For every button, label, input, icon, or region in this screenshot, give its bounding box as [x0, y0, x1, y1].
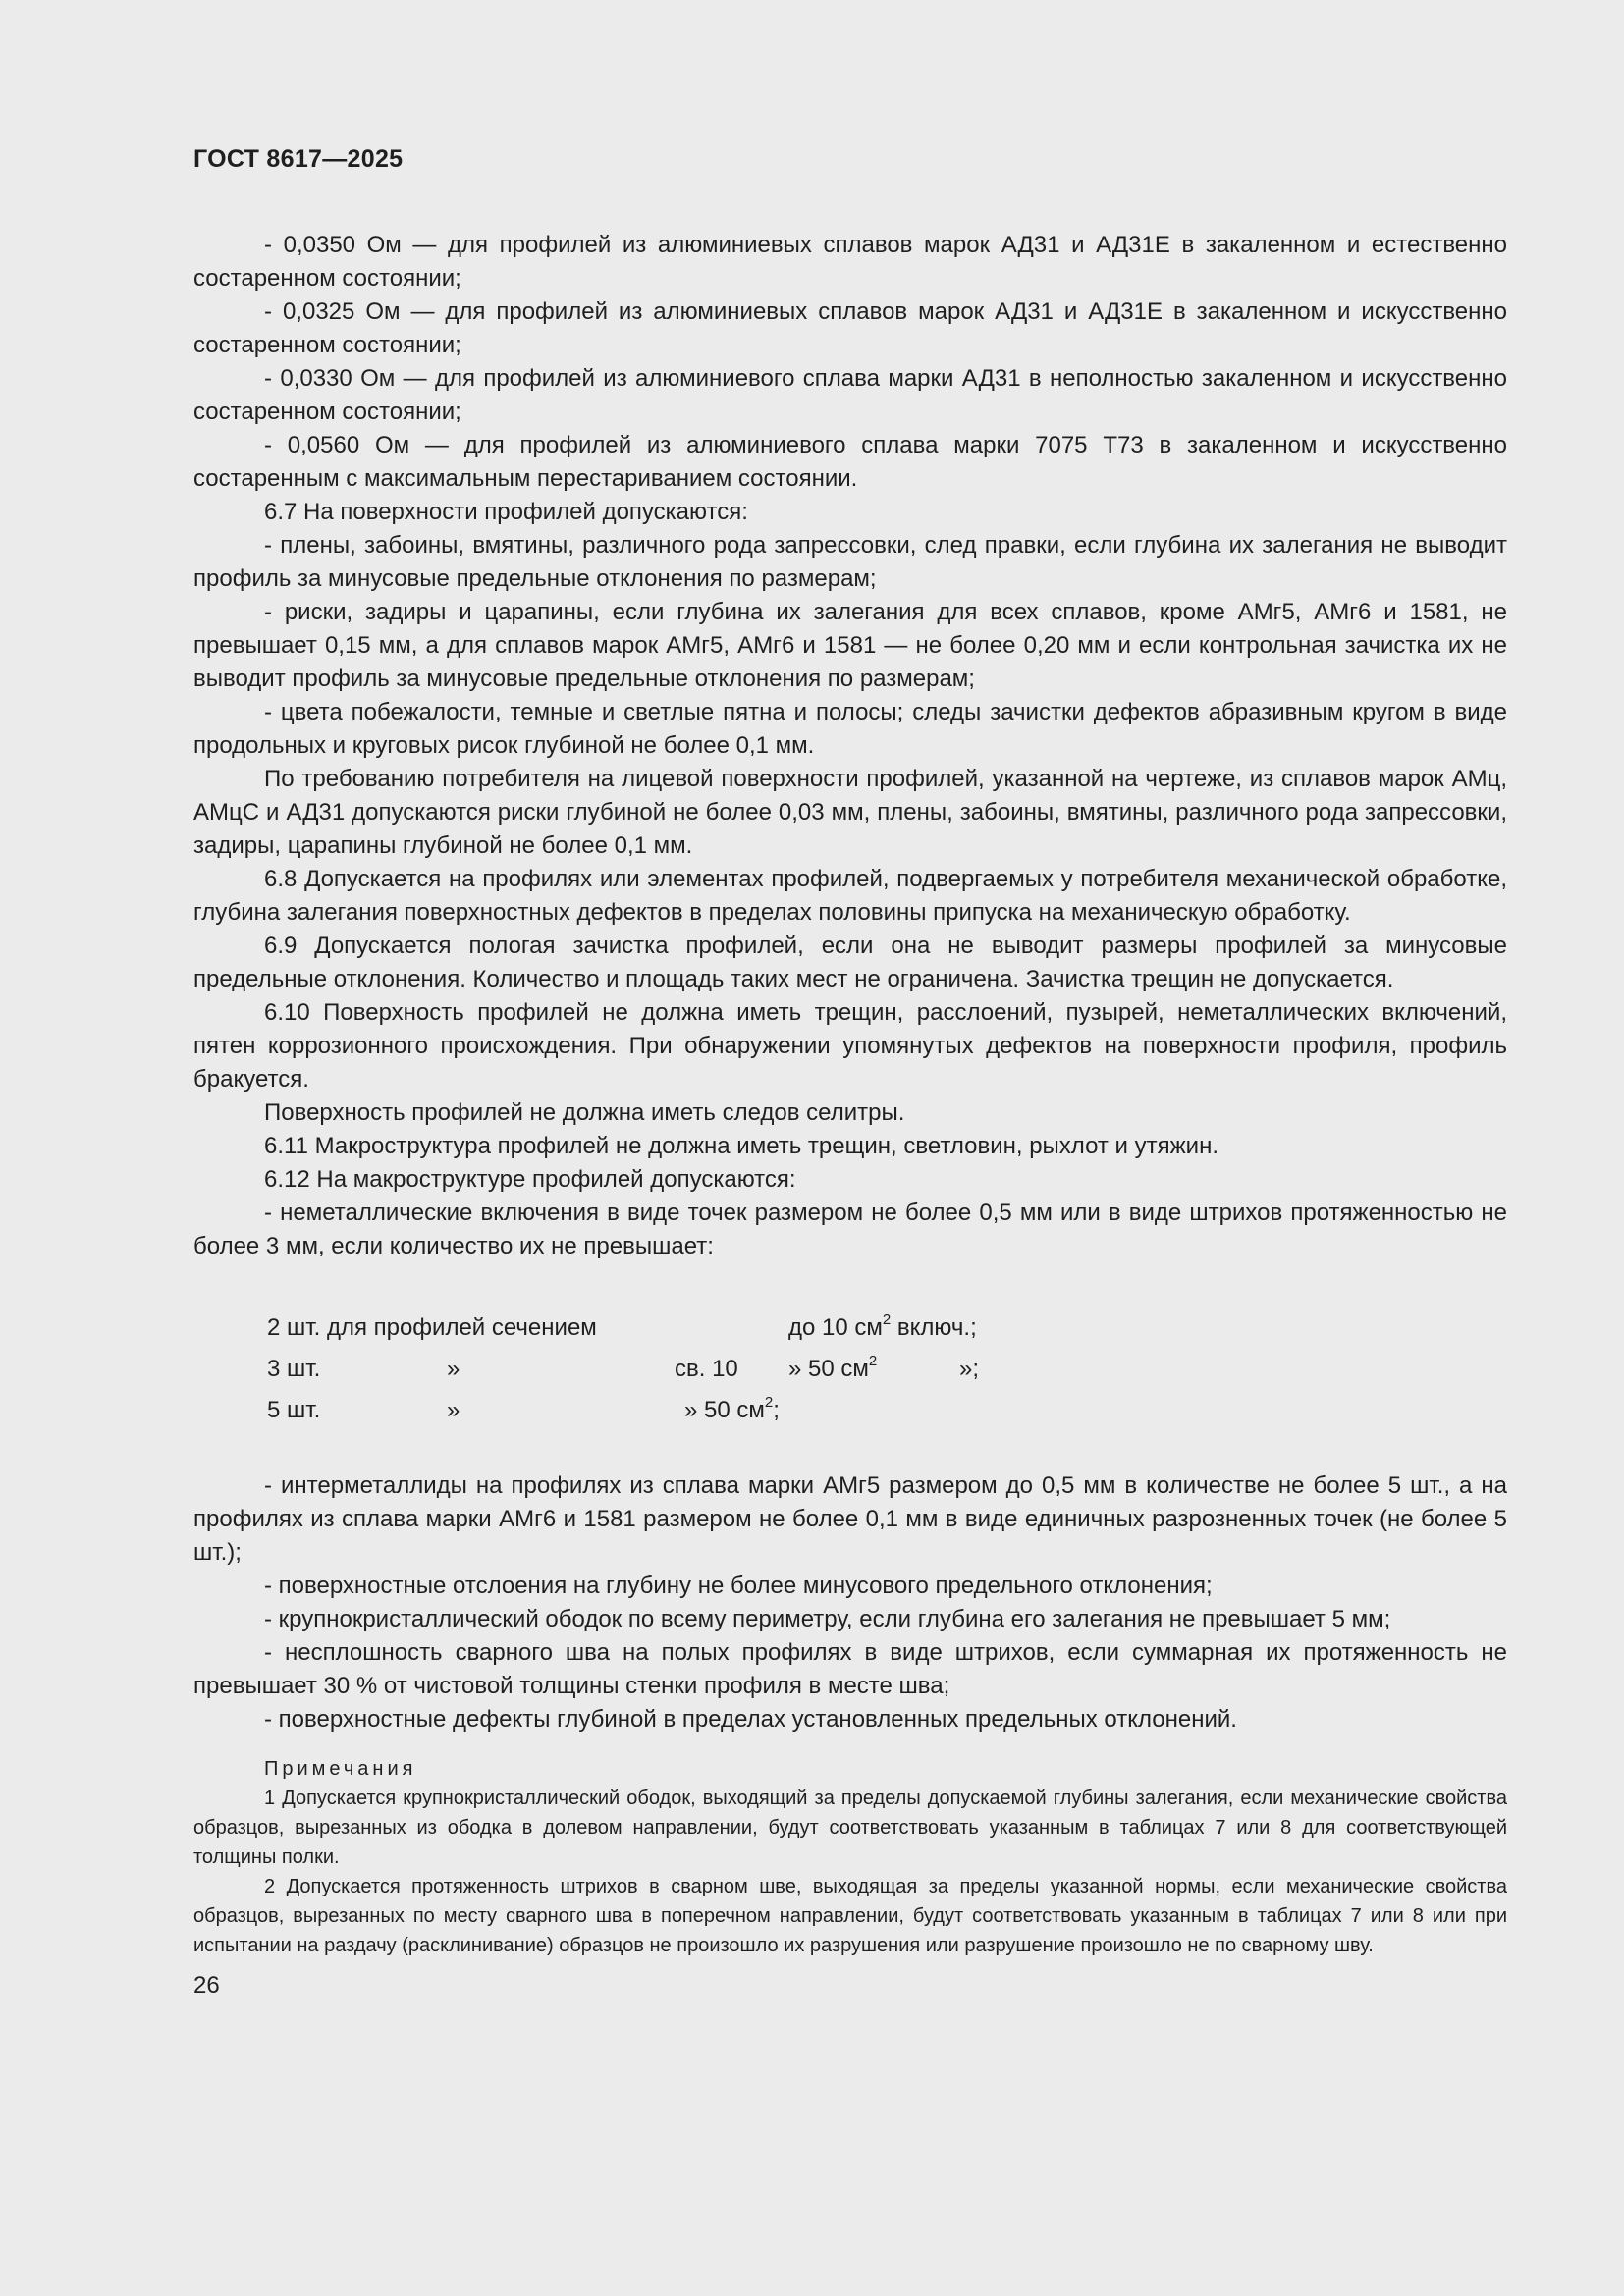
- paragraph: - 0,0325 Ом — для профилей из алюминиевых сплавов марок АД31 и АД31Е в закаленном и искусственно состаренном состоянии;: [193, 298, 1507, 358]
- superscript: 2: [882, 1311, 892, 1328]
- document-header: ГОСТ 8617—2025: [193, 145, 404, 173]
- range-text: » 50 см: [788, 1356, 869, 1382]
- bottom-section: [193, 1469, 1507, 1736]
- paragraph: - неметаллические включения в виде точек размером не более 0,5 мм или в виде штрихов протяженностью не более 3 мм, если количество их не превышает:: [193, 1200, 1507, 1259]
- range-value: [684, 1394, 780, 1424]
- ditto-mark: »: [447, 1397, 460, 1423]
- ditto-mark: »: [447, 1356, 460, 1382]
- paragraph: - 0,0350 Ом — для профилей из алюминиевых сплавов марок АД31 и АД31Е в закаленном и естественно состаренном состоянии;: [193, 232, 1507, 292]
- count-list: [193, 1307, 1507, 1430]
- paragraph: - интерметаллиды на профилях из сплава марки АМг5 размером до 0,5 мм в количестве не более 5 шт., а на профилях из сплава марки АМг6 и 1581 размером не более 0,1 мм в виде единичных разрозненных точек (не более 5 шт.);: [193, 1472, 1507, 1566]
- range-text: » 50 см: [684, 1397, 765, 1423]
- count-list-row: [193, 1348, 1507, 1389]
- range-tail: »;: [959, 1356, 980, 1382]
- paragraph: - риски, задиры и царапины, если глубина их залегания для всех сплавов, кроме АМг5, АМг6 и 1581, не превышает 0,15 мм, а для сплавов марок АМг5, АМг6 и 1581 — не более 0,20 мм и если контрольная зачистка их не выводит профиль за минусовые предельные отклонения по размерам;: [193, 599, 1507, 692]
- paragraph: - плены, забоины, вмятины, различного рода запрессовки, след правки, если глубина их залегания не выводит профиль за минусовые предельные отклонения по размерам;: [193, 532, 1507, 592]
- range-value: [788, 1311, 977, 1342]
- count-list-row: [193, 1389, 1507, 1430]
- range-value: [788, 1353, 878, 1383]
- paragraph: - крупнокристаллический ободок по всему периметру, если глубина его залегания не превышает 5 мм;: [264, 1606, 1391, 1632]
- count-list-row: [193, 1307, 1507, 1348]
- superscript: 2: [764, 1394, 774, 1411]
- paragraph: По требованию потребителя на лицевой поверхности профилей, указанной на чертеже, из сплавов марок АМц, АМцС и АД31 допускаются риски глубиной не более 0,03 мм, плены, забоины, вмятины, различного рода запрессовки, задиры, царапины глубиной не более 0,1 мм.: [193, 766, 1507, 859]
- paragraph: 6.10 Поверхность профилей не должна иметь трещин, расслоений, пузырей, неметаллических включений, пятен коррозионного происхождения. При обнаружении упомянутых дефектов на поверхности профиля, профиль бракуется.: [193, 999, 1507, 1093]
- notes-section: [193, 1754, 1507, 1960]
- paragraph: - цвета побежалости, темные и светлые пятна и полосы; следы зачистки дефектов абразивным кругом в виде продольных и круговых рисок глубиной не более 0,1 мм.: [193, 699, 1507, 759]
- document-page: [193, 145, 1507, 2000]
- from-value: св. 10: [675, 1356, 738, 1382]
- notes-title: Примечания: [264, 1758, 417, 1780]
- paragraph: 6.8 Допускается на профилях или элементах профилей, подвергаемых у потребителя механической обработке, глубина залегания поверхностных дефектов в пределах половины припуска на механическую обработку.: [193, 866, 1507, 926]
- range-tail: включ.;: [891, 1314, 977, 1341]
- paragraph: 6.12 На макроструктуре профилей допускаются:: [264, 1166, 796, 1193]
- page-number: 26: [193, 1972, 220, 1999]
- paragraph: - поверхностные дефекты глубиной в пределах установленных предельных отклонений.: [264, 1706, 1237, 1733]
- superscript: 2: [868, 1353, 878, 1369]
- paragraph: - несплошность сварного шва на полых профилях в виде штрихов, если суммарная их протяженность не превышает 30 % от чистовой толщины стенки профиля в месте шва;: [193, 1639, 1507, 1699]
- count-label: 3 шт.: [267, 1356, 321, 1382]
- paragraph: - 0,0560 Ом — для профилей из алюминиевого сплава марки 7075 Т73 в закаленном и искусственно состаренным с максимальным перестариванием состоянии.: [193, 432, 1507, 492]
- paragraph: 6.9 Допускается пологая зачистка профилей, если она не выводит размеры профилей за минусовые предельные отклонения. Количество и площадь таких мест не ограничена. Зачистка трещин не допускается.: [193, 933, 1507, 992]
- paragraph: 6.7 На поверхности профилей допускаются:: [264, 499, 748, 525]
- paragraph: 6.11 Макроструктура профилей не должна иметь трещин, светловин, рыхлот и утяжин.: [264, 1133, 1218, 1159]
- top-section: [193, 229, 1507, 1263]
- count-label: 2 шт. для профилей сечением: [267, 1314, 597, 1341]
- note-item: 1 Допускается крупнокристаллический ободок, выходящий за пределы допускаемой глубины залегания, если механические свойства образцов, вырезанных из ободка в долевом направлении, будут соответствовать указанным в таблицах 7 или 8 для соответствующей толщины полки.: [193, 1788, 1507, 1868]
- range-tail: ;: [773, 1397, 780, 1423]
- paragraph: - 0,0330 Ом — для профилей из алюминиевого сплава марки АД31 в неполностью закаленном и искусственно состаренном состоянии;: [193, 365, 1507, 425]
- note-item: 2 Допускается протяженность штрихов в сварном шве, выходящая за пределы указанной нормы, если механические свойства образцов, вырезанных по месту сварного шва в поперечном направлении, будут соответствовать указанным в таблицах 7 или 8 или при испытании на раздачу (расклинивание) образцов не произошло их разрушения или разрушение произошло не по сварному шву.: [193, 1876, 1507, 1956]
- range-text: до 10 см: [788, 1314, 883, 1341]
- paragraph: - поверхностные отслоения на глубину не более минусового предельного отклонения;: [264, 1573, 1213, 1599]
- count-label: 5 шт.: [267, 1397, 321, 1423]
- paragraph: Поверхность профилей не должна иметь следов селитры.: [264, 1099, 905, 1126]
